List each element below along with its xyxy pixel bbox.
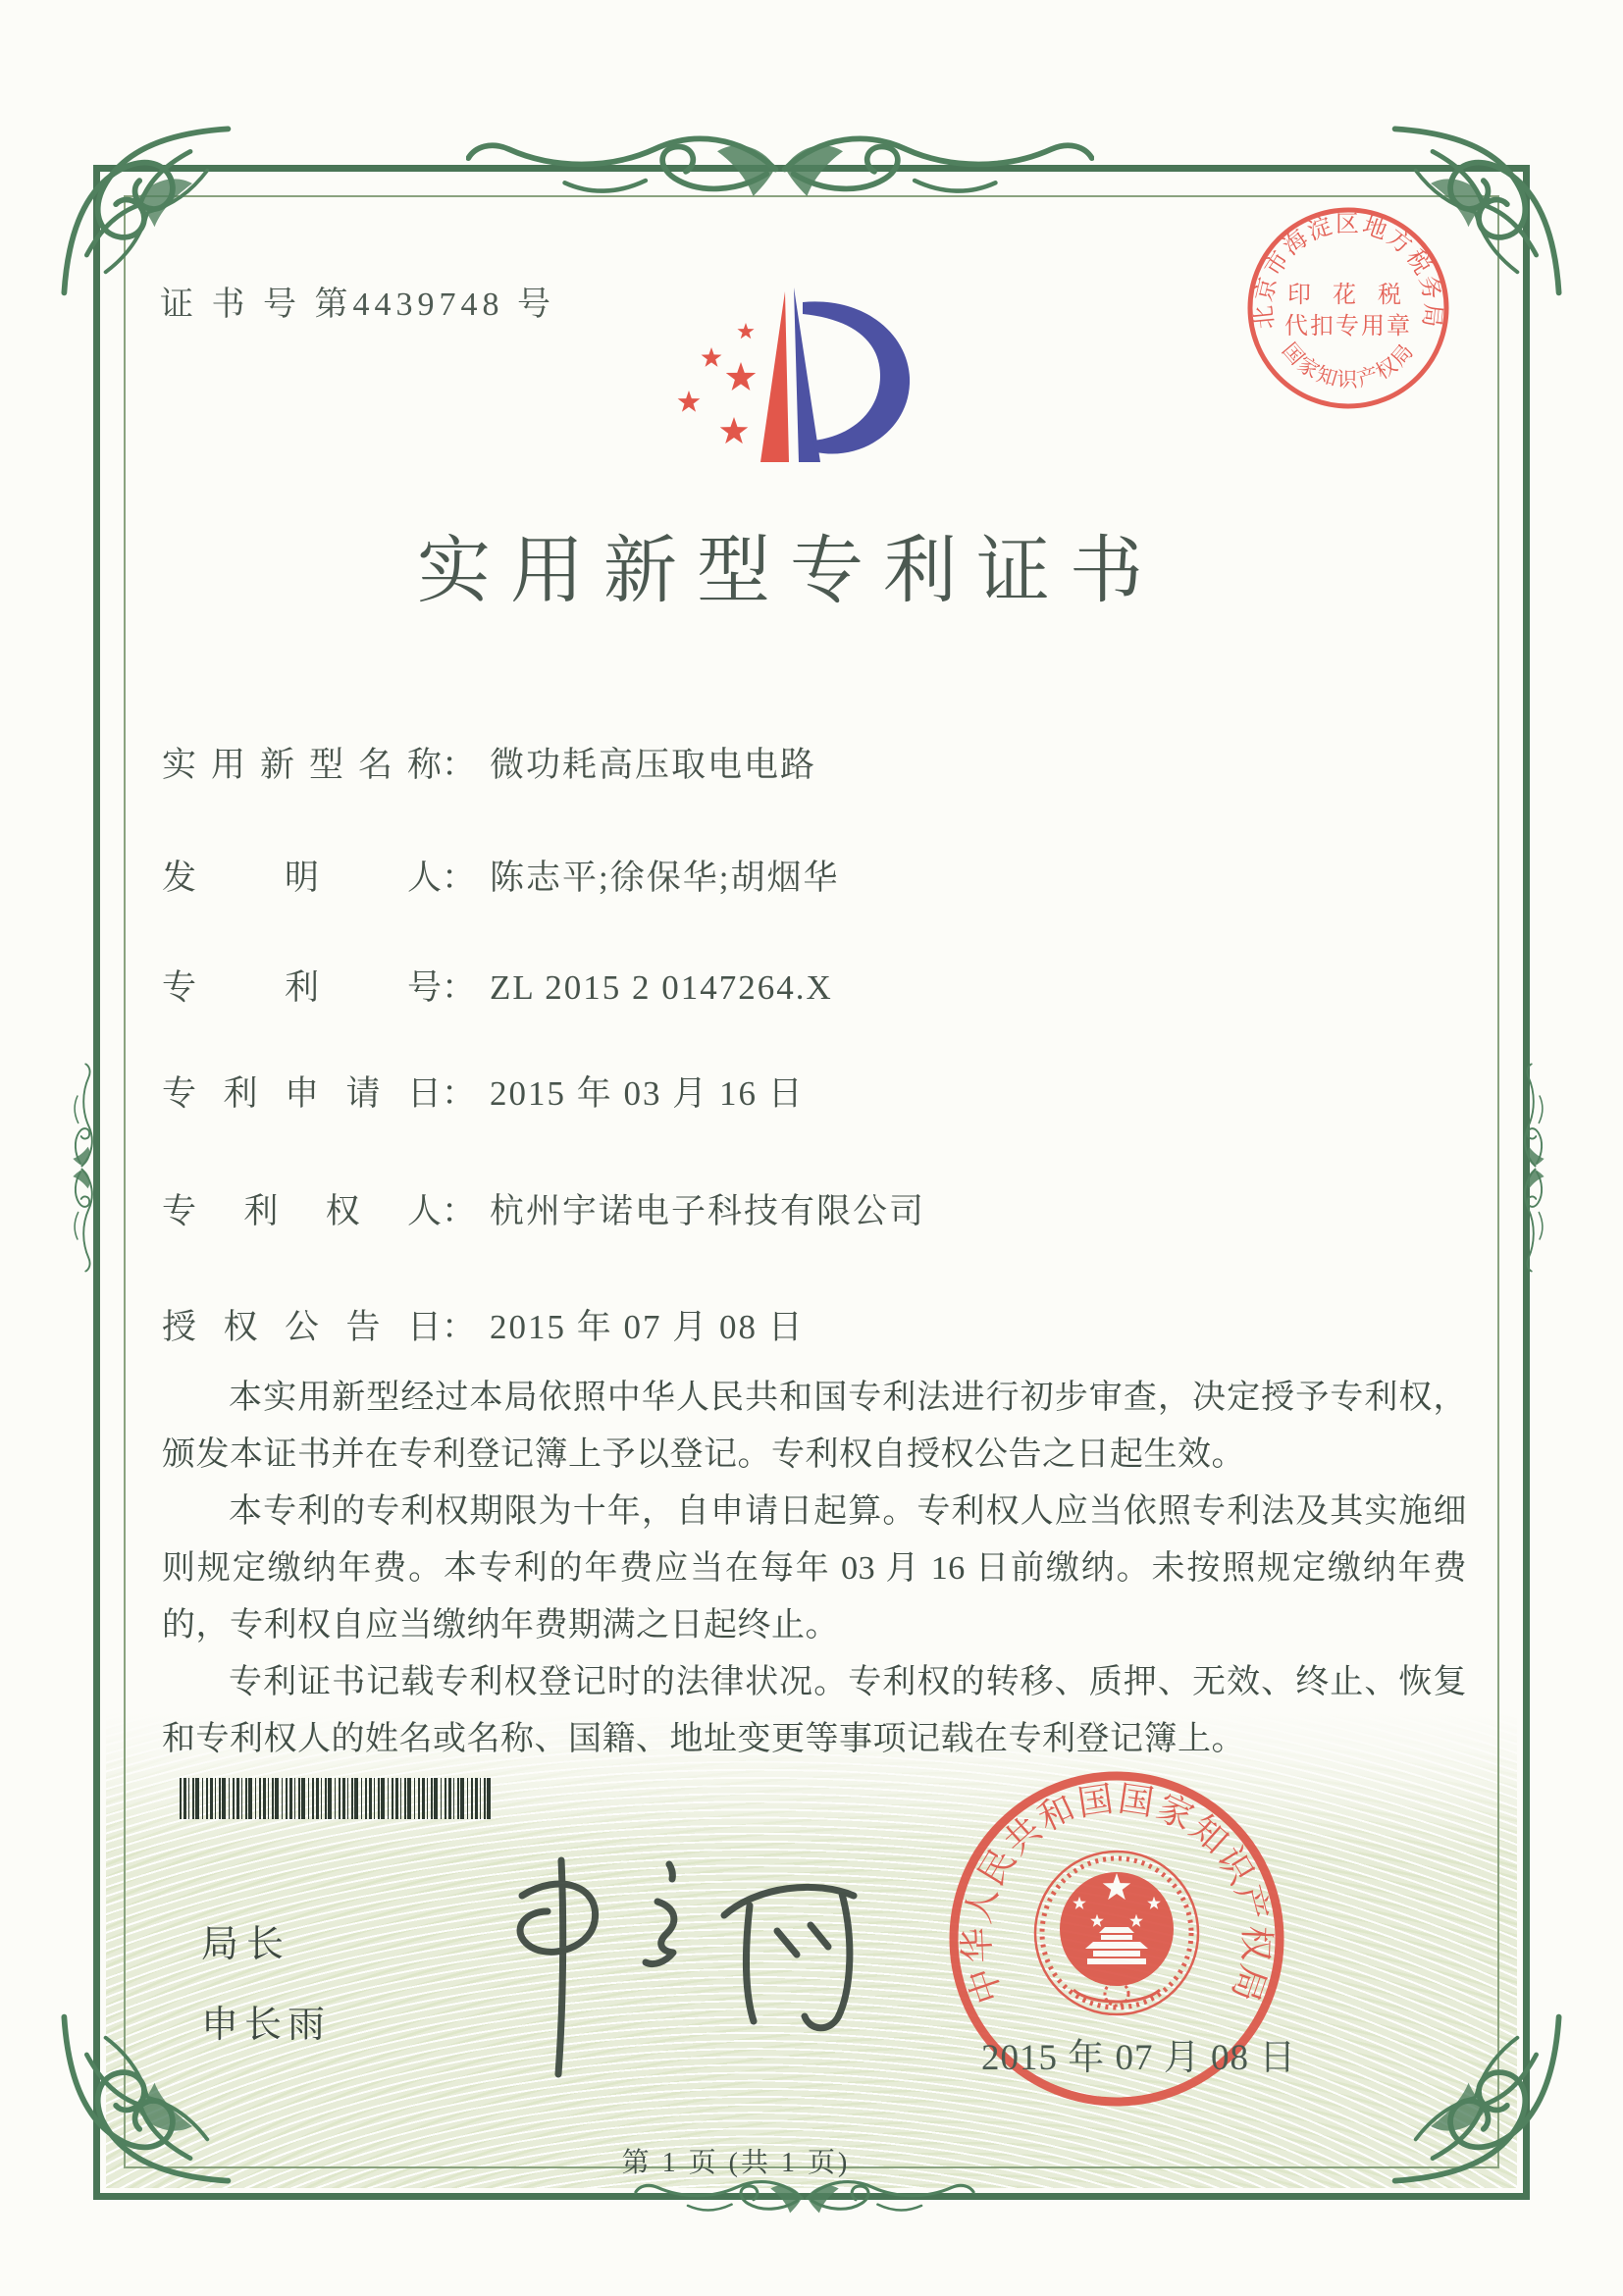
legal-text-block	[162, 1370, 1467, 1768]
sipo-logo-icon	[659, 273, 915, 484]
field-utility-model-name	[162, 738, 816, 787]
field-value: 杭州宇诺电子科技有限公司	[490, 1192, 926, 1230]
svg-text:国家知识产权局	[1278, 339, 1419, 391]
field-colon: ：	[442, 968, 477, 1007]
field-value: ZL 2015 2 0147264.X	[490, 968, 833, 1007]
field-label: 专利申请日	[162, 1074, 442, 1113]
svg-text:北京市海淀区地方税务局	[1251, 211, 1446, 331]
field-value: 微功耗高压取电电路	[490, 746, 817, 784]
field-label: 授权公告日	[162, 1308, 442, 1346]
field-value: 2015 年 03 月 16 日	[490, 1074, 805, 1113]
top-center-flourish	[466, 120, 1094, 210]
field-inventors	[162, 851, 839, 900]
national-emblem-icon	[1035, 1852, 1198, 2014]
field-colon: ：	[442, 746, 477, 784]
field-label: 实用新型名称	[162, 746, 442, 784]
field-patent-number	[162, 961, 833, 1010]
grant-date-stamp: 2015 年 07 月 08 日	[981, 2038, 1297, 2078]
director-name-label: 申长雨	[201, 2005, 332, 2046]
seal-arc-text: 中华人民共和国国家知识产权局	[957, 1779, 1277, 2009]
legal-paragraph-3: 专利证书记载专利权登记时的法律状况。专利权的转移、质押、无效、终止、恢复和专利权人的姓名或名称、国籍、地址变更等事项记载在专利登记簿上。	[162, 1664, 1467, 1757]
certificate-number: 证 书 号 第4439748 号	[160, 287, 555, 323]
field-colon: ：	[442, 1308, 477, 1346]
field-filing-date	[162, 1067, 805, 1116]
field-value: 陈志平;徐保华;胡烟华	[490, 859, 840, 897]
director-handwritten-signature	[412, 1825, 873, 2090]
legal-paragraph-1: 本实用新型经过本局依照中华人民共和国专利法进行初步审查，决定授予专利权，颁发本证书并在专利登记簿上予以登记。专利权自授权公告之日起生效。	[162, 1380, 1467, 1473]
barcode	[180, 1778, 492, 1819]
field-colon: ：	[442, 859, 477, 897]
field-patentee	[162, 1184, 925, 1233]
right-border-flourish	[1519, 1064, 1548, 1273]
tax-stamp-line2: 代扣专用章	[1284, 314, 1412, 339]
field-colon: ：	[442, 1192, 477, 1230]
field-grant-publication-date	[162, 1300, 805, 1349]
field-colon: ：	[442, 1074, 477, 1113]
page-number-footer: 第 1 页 (共 1 页)	[621, 2148, 851, 2178]
tax-stamp-seal	[1242, 202, 1454, 414]
field-value: 2015 年 07 月 08 日	[490, 1308, 805, 1346]
tax-stamp-line1: 印 花 税	[1287, 283, 1409, 308]
tax-stamp-arc-bottom-text: 国家知识产权局	[1277, 338, 1420, 391]
corner-flourish-top-left	[49, 114, 237, 302]
corner-flourish-bottom-right	[1386, 2008, 1574, 2196]
left-border-flourish	[69, 1064, 98, 1273]
certificate-title: 实用新型专利证书	[416, 531, 1163, 612]
field-label: 专利权人	[162, 1192, 442, 1230]
tax-stamp-arc-top-text: 北京市海淀区地方税务局	[1251, 212, 1445, 331]
legal-paragraph-2: 本专利的专利权期限为十年，自申请日起算。专利权人应当依照专利法及其实施细则规定缴纳年费。本专利的年费应当在每年 03 月 16 日前缴纳。未按照规定缴纳年费的，专利权自应当缴纳年费期满之日起终止。	[162, 1493, 1467, 1644]
field-label: 专利号	[162, 968, 442, 1007]
field-label: 发明人	[162, 859, 442, 897]
director-title-label: 局长	[201, 1924, 292, 1965]
